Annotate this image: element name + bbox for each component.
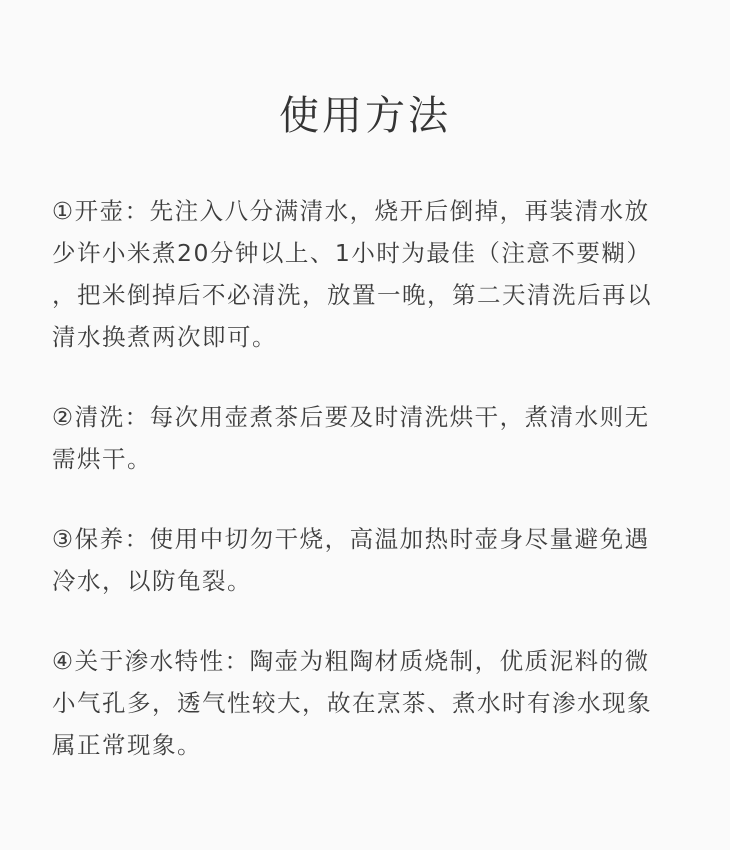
section-shenshui xyxy=(52,640,692,766)
section-line: 少许小米煮20分钟以上、1小时为最佳（注意不要糊） xyxy=(52,239,652,267)
section-line: ，把米倒掉后不必清洗，放置一晚，第二天清洗后再以 xyxy=(52,281,652,309)
section-baoyang xyxy=(52,518,692,602)
section-line: 小气孔多，透气性较大，故在烹茶、煮水时有渗水现象 xyxy=(52,689,652,717)
page-title: 使用方法 xyxy=(279,93,451,139)
section-kaihu xyxy=(52,190,692,358)
section-line: 需烘干。 xyxy=(52,445,152,473)
section-line: ③保养：使用中切勿干烧，高温加热时壶身尽量避免遇 xyxy=(52,525,650,553)
section-line: ④关于渗水特性：陶壶为粗陶材质烧制，优质泥料的微 xyxy=(52,647,650,675)
section-line: 冷水，以防龟裂。 xyxy=(52,567,252,595)
section-qingxi xyxy=(52,396,692,480)
section-line: ②清洗：每次用壶煮茶后要及时清洗烘干，煮清水则无 xyxy=(52,403,650,431)
section-line: 清水换煮两次即可。 xyxy=(52,323,277,351)
section-line: 属正常现象。 xyxy=(52,731,202,759)
section-line: ①开壶：先注入八分满清水，烧开后倒掉，再装清水放 xyxy=(52,197,650,225)
